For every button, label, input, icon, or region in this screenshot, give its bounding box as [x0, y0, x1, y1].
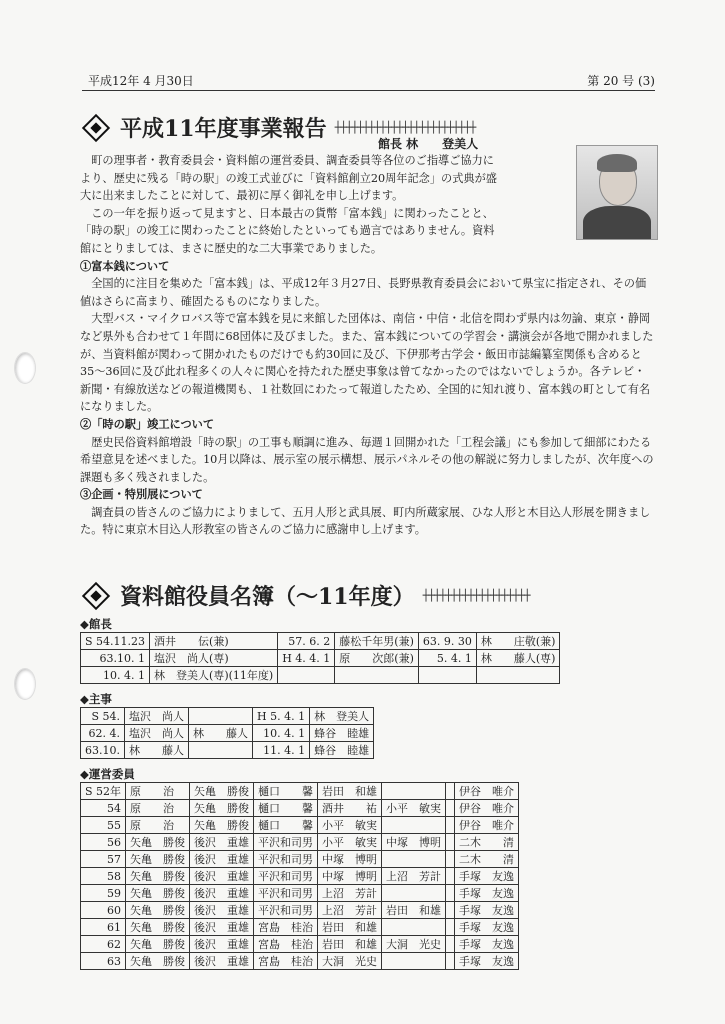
- table-cell: S 54.: [81, 708, 125, 725]
- report-author: 館長 林 登美人: [378, 137, 479, 151]
- table-cell: 伊谷 唯介: [455, 783, 519, 800]
- table-cell: [446, 851, 455, 868]
- table-cell: 中塚 博明: [318, 851, 382, 868]
- table-row: [81, 650, 560, 667]
- table-cell: 原 治: [126, 817, 190, 834]
- table-cell: 酒井 伝(兼): [150, 633, 278, 650]
- table-cell: 手塚 友逸: [455, 919, 519, 936]
- table-cell: 後沢 重雄: [190, 902, 254, 919]
- table-row: [81, 742, 374, 759]
- report-title: 平成11年度事業報告: [120, 116, 327, 142]
- table-cell: 大洞 光史: [382, 936, 446, 953]
- table-cell: 後沢 重雄: [190, 919, 254, 936]
- table-cell: 手塚 友逸: [455, 936, 519, 953]
- issue-number: 第 20 号 (3): [587, 74, 655, 88]
- binding-hole-bottom: [14, 668, 36, 700]
- table-cell: 林 藤人: [189, 725, 253, 742]
- section-heading-exhibitions: ③企画・特別展について: [80, 487, 203, 502]
- table-cell: 林 藤人(専): [476, 650, 560, 667]
- table-cell: 55: [81, 817, 126, 834]
- table-cell: 塩沢 尚人: [125, 708, 189, 725]
- unei-table: [80, 782, 519, 970]
- table-row: [81, 725, 374, 742]
- table-cell: 58: [81, 868, 126, 885]
- table-row: [81, 667, 560, 684]
- section-heading-tokinoeki: ②「時の駅」竣工について: [80, 416, 215, 431]
- shuji-heading: ◆主事: [80, 692, 112, 706]
- table-cell: [446, 783, 455, 800]
- table-row: [81, 708, 374, 725]
- table-cell: [446, 953, 455, 970]
- table-cell: 矢亀 勝俊: [126, 834, 190, 851]
- section-heading-fuhonsen: ①富本銭について: [80, 258, 170, 273]
- table-cell: 蜂谷 睦雄: [310, 742, 374, 759]
- table-cell: 10. 4. 1: [81, 667, 150, 684]
- table-cell: [278, 667, 335, 684]
- diamond-bullet-icon: [82, 581, 110, 609]
- table-cell: 63: [81, 953, 126, 970]
- table-cell: [446, 800, 455, 817]
- table-cell: 樋口 馨: [254, 800, 318, 817]
- table-cell: 63.10.: [81, 742, 125, 759]
- table-cell: 小平 敏実: [318, 834, 382, 851]
- table-cell: 林 藤人: [125, 742, 189, 759]
- table-cell: 63. 9. 30: [418, 633, 476, 650]
- table-cell: 岩田 和雄: [318, 936, 382, 953]
- table-cell: 塩沢 尚人: [125, 725, 189, 742]
- shuji-table: [80, 707, 374, 759]
- table-cell: [382, 885, 446, 902]
- page-header: [82, 72, 655, 91]
- table-cell: 上沼 芳計: [318, 885, 382, 902]
- table-cell: 宮島 桂治: [254, 919, 318, 936]
- table-cell: 平沢和司男: [254, 868, 318, 885]
- table-cell: 54: [81, 800, 126, 817]
- table-cell: 二木 清: [455, 834, 519, 851]
- table-cell: [446, 885, 455, 902]
- table-cell: H 4. 4. 1: [278, 650, 335, 667]
- table-cell: [418, 667, 476, 684]
- table-cell: 5. 4. 1: [418, 650, 476, 667]
- table-cell: 藤松千年男(兼): [335, 633, 419, 650]
- table-cell: [382, 953, 446, 970]
- table-cell: 手塚 友逸: [455, 885, 519, 902]
- table-cell: [476, 667, 560, 684]
- table-cell: 塩沢 尚人(専): [150, 650, 278, 667]
- table-cell: 平沢和司男: [254, 834, 318, 851]
- table-cell: S 54.11.23: [81, 633, 150, 650]
- table-cell: 矢亀 勝俊: [190, 817, 254, 834]
- table-cell: 伊谷 唯介: [455, 800, 519, 817]
- binding-hole-top: [14, 352, 36, 384]
- table-cell: 中塚 博明: [318, 868, 382, 885]
- kancho-heading: ◆館長: [80, 617, 112, 631]
- table-cell: 蜂谷 睦雄: [310, 725, 374, 742]
- table-cell: 手塚 友逸: [455, 868, 519, 885]
- table-row: [81, 851, 519, 868]
- table-cell: 小平 敏実: [318, 817, 382, 834]
- table-cell: 小平 敏実: [382, 800, 446, 817]
- table-cell: [446, 868, 455, 885]
- table-cell: [382, 851, 446, 868]
- table-cell: 手塚 友逸: [455, 953, 519, 970]
- table-cell: 後沢 重雄: [190, 885, 254, 902]
- table-cell: 57. 6. 2: [278, 633, 335, 650]
- table-cell: 伊谷 唯介: [455, 817, 519, 834]
- table-cell: 林 登美人(専)(11年度): [150, 667, 278, 684]
- table-cell: 上沼 芳計: [318, 902, 382, 919]
- table-cell: 10. 4. 1: [253, 725, 310, 742]
- table-cell: [382, 783, 446, 800]
- table-row: [81, 817, 519, 834]
- table-cell: 矢亀 勝俊: [126, 936, 190, 953]
- table-cell: 59: [81, 885, 126, 902]
- table-cell: [189, 708, 253, 725]
- table-cell: 61: [81, 919, 126, 936]
- table-cell: 矢亀 勝俊: [126, 885, 190, 902]
- table-cell: 宮島 桂治: [254, 953, 318, 970]
- table-cell: 樋口 馨: [254, 817, 318, 834]
- table-cell: [446, 902, 455, 919]
- tokinoeki-paragraph: 歴史民俗資料館増設「時の駅」の工事も順調に進み、毎週１回開かれた「工程会議」にも参加して細部にわたる希望意見を述べました。10月以降は、展示室の展示構想、展示パネルその他の解説に努力しましたが、次年度への課題も多く残されました。: [80, 435, 654, 484]
- table-cell: 原 治: [126, 783, 190, 800]
- decorative-rule: ┼┼┼┼┼┼┼┼┼┼┼┼┼┼┼┼┼┼┼: [422, 589, 530, 602]
- table-row: [81, 633, 560, 650]
- table-cell: 林 登美人: [310, 708, 374, 725]
- table-cell: [446, 919, 455, 936]
- fuhonsen-paragraph-1: 全国的に注目を集めた「富本銭」は、平成12年３月27日、長野県教育委員会において県宝に指定され、その価値はさらに高まり、確固たるものになりました。: [80, 277, 647, 308]
- table-cell: 後沢 重雄: [190, 953, 254, 970]
- table-cell: 原 治: [126, 800, 190, 817]
- kancho-table: [80, 632, 560, 684]
- table-cell: 原 次郎(兼): [335, 650, 419, 667]
- table-cell: [446, 936, 455, 953]
- table-row: [81, 936, 519, 953]
- table-cell: 矢亀 勝俊: [126, 919, 190, 936]
- table-cell: [446, 817, 455, 834]
- table-cell: 後沢 重雄: [190, 851, 254, 868]
- report-body: [80, 152, 655, 539]
- table-cell: 63.10. 1: [81, 650, 150, 667]
- table-row: [81, 919, 519, 936]
- table-row: [81, 902, 519, 919]
- table-cell: 56: [81, 834, 126, 851]
- table-cell: [382, 919, 446, 936]
- table-cell: [335, 667, 419, 684]
- table-cell: 岩田 和雄: [382, 902, 446, 919]
- table-cell: 矢亀 勝俊: [126, 953, 190, 970]
- table-cell: 平沢和司男: [254, 851, 318, 868]
- table-cell: 中塚 博明: [382, 834, 446, 851]
- table-row: [81, 800, 519, 817]
- table-row: [81, 834, 519, 851]
- table-cell: 矢亀 勝俊: [190, 783, 254, 800]
- table-cell: 62. 4.: [81, 725, 125, 742]
- roster-title-row: [80, 580, 529, 611]
- intro-paragraph-2: この一年を振り返って見ますと、日本最古の貨幣「富本銭」に関わったことと、「時の駅」の竣工に関わったことに終始したといっても過言ではありません。資料館にとりましては、まさに歴史的な二大事業でありました。: [80, 206, 495, 255]
- table-cell: 上沼 芳計: [382, 868, 446, 885]
- table-cell: 60: [81, 902, 126, 919]
- table-cell: 林 庄敬(兼): [476, 633, 560, 650]
- table-cell: 62: [81, 936, 126, 953]
- table-cell: S 52年: [81, 783, 126, 800]
- table-row: [81, 885, 519, 902]
- table-cell: [446, 834, 455, 851]
- roster-title: 資料館役員名簿（〜11年度）: [120, 584, 415, 610]
- table-cell: 手塚 友逸: [455, 902, 519, 919]
- fuhonsen-paragraph-2: 大型バス・マイクロバス等で富本銭を見に来館した団体は、南信・中信・北信を問わず県内は勿論、東京・静岡など県外も合わせて１年間に68団体に及びました。また、富本銭についての学習会・講演会が各地で開かれましたが、当資料館が関わって開かれたものだけでも約30回に及び、下伊那考古学会・飯田市誌編纂室関係も含めると35〜36回に及び此れ程多くの人々に関心を持たれた歴史事象は曾てなかったのではないでしょうか。各テレビ・新聞・有線放送などの報道機関も、１社数回にわたって報道したため、全国的に知れ渡り、富本銭の町として有名になりました。: [80, 312, 654, 414]
- diamond-bullet-icon: [82, 113, 110, 141]
- table-cell: 矢亀 勝俊: [126, 851, 190, 868]
- unei-heading: ◆運営委員: [80, 767, 135, 781]
- table-row: [81, 953, 519, 970]
- table-cell: 二木 清: [455, 851, 519, 868]
- decorative-rule: ┼┼┼┼┼┼┼┼┼┼┼┼┼┼┼┼┼┼┼┼┼┼┼┼┼: [334, 121, 476, 134]
- table-cell: 後沢 重雄: [190, 834, 254, 851]
- table-cell: [189, 742, 253, 759]
- exhibitions-paragraph: 調査員の皆さんのご協力によりまして、五月人形と武具展、町内所蔵家展、ひな人形と木目込人形展を開きました。特に東京木目込人形教室の皆さんのご協力に感謝申し上げます。: [80, 505, 651, 537]
- issue-date: 平成12年 4 月30日: [88, 74, 194, 88]
- intro-paragraph-1: 町の理事者・教育委員会・資料館の運営委員、調査委員等各位のご指導ご協力により、歴史に残る「時の駅」の竣工式並びに「資料館創立20周年記念」の式典が盛大に出来ましたことに対して、最初に厚く御礼を申し上げます。: [80, 154, 497, 203]
- table-cell: 57: [81, 851, 126, 868]
- table-cell: 矢亀 勝俊: [190, 800, 254, 817]
- table-cell: 11. 4. 1: [253, 742, 310, 759]
- table-cell: 岩田 和雄: [318, 919, 382, 936]
- table-cell: 樋口 馨: [254, 783, 318, 800]
- table-cell: 酒井 祐: [318, 800, 382, 817]
- table-cell: 後沢 重雄: [190, 868, 254, 885]
- table-cell: 大洞 光史: [318, 953, 382, 970]
- table-cell: 平沢和司男: [254, 885, 318, 902]
- table-cell: 矢亀 勝俊: [126, 902, 190, 919]
- table-cell: [382, 817, 446, 834]
- table-cell: 平沢和司男: [254, 902, 318, 919]
- table-row: [81, 868, 519, 885]
- table-cell: H 5. 4. 1: [253, 708, 310, 725]
- table-cell: 後沢 重雄: [190, 936, 254, 953]
- table-cell: 宮島 桂治: [254, 936, 318, 953]
- table-row: [81, 783, 519, 800]
- table-cell: 矢亀 勝俊: [126, 868, 190, 885]
- table-cell: 岩田 和雄: [318, 783, 382, 800]
